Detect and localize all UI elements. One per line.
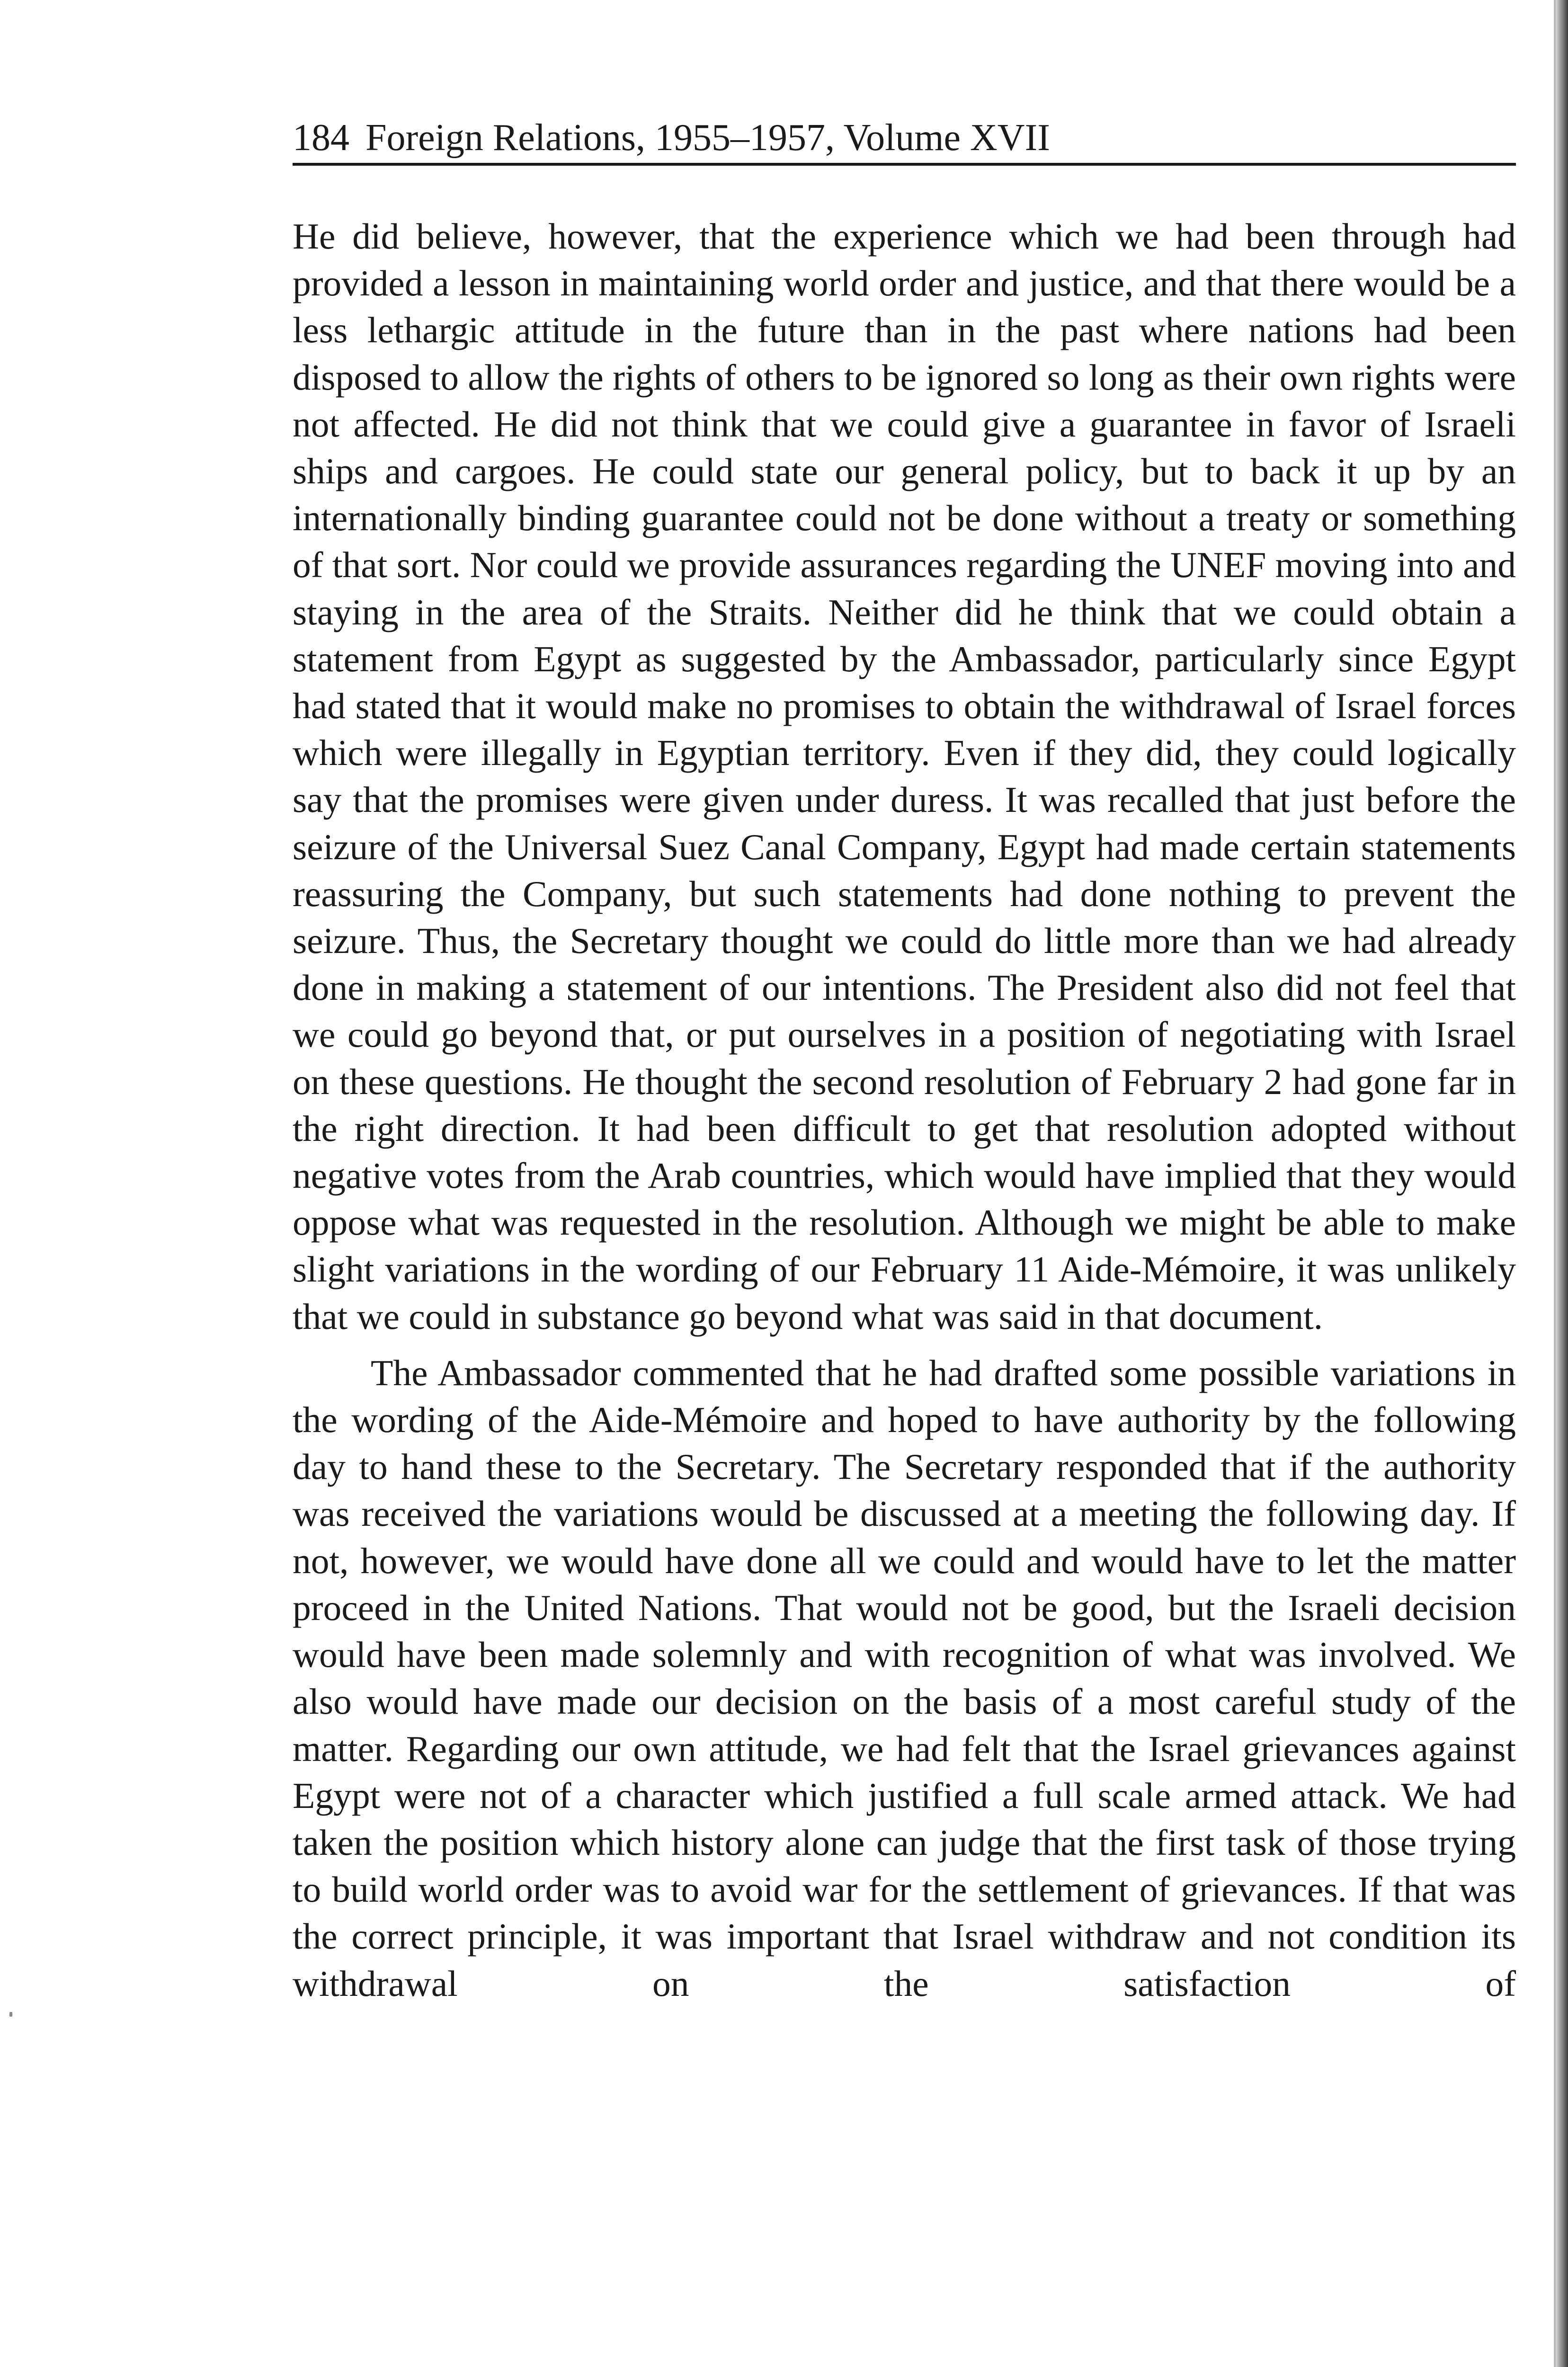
- scan-speck: [9, 2012, 12, 2017]
- running-header: [293, 109, 1516, 166]
- page-number: 184: [293, 117, 349, 159]
- paragraph: He did believe, however, that the experience which we had been through had provided a lesson in maintaining world order and justice, and that there would be a less lethargic attitude in the future than in the past where nations had been disposed to allow the rights of others to be ignored so long as their own rights were not affected. He did not think that we could give a guarantee in favor of Israeli ships and cargoes. He could state our general policy, but to back it up by an internationally binding guarantee could not be done without a treaty or something of that sort. Nor could we provide assurances regarding the UNEF moving into and staying in the area of the Straits. Neither did he think that we could obtain a statement from Egypt as suggested by the Ambassador, particularly since Egypt had stated that it would make no promises to obtain the withdrawal of Israel forces which were illegally in Egyptian territory. Even if they did, they could logically say that the promises were given under duress. It was recalled that just before the seizure of the Universal Suez Canal Company, Egypt had made certain statements reassuring the Company, but such statements had done nothing to prevent the seizure. Thus, the Secretary thought we could do little more than we had already done in making a statement of our intentions. The President also did not feel that we could go beyond that, or put ourselves in a position of negotiating with Israel on these questions. He thought the second resolution of February 2 had gone far in the right direction. It had been difficult to get that resolution adopted without negative votes from the Arab countries, which would have implied that they would oppose what was requested in the resolution. Although we might be able to make slight variations in the wording of our February 11 Aide-Mémoire, it was unlikely that we could in substance go beyond what was said in that document.: [293, 216, 1516, 1337]
- page-edge-shadow: [1556, 0, 1568, 2367]
- body-text: [293, 213, 1516, 2007]
- header-text: [293, 116, 1050, 159]
- running-title: Foreign Relations, 1955–1957, Volume XVII: [365, 117, 1050, 159]
- paragraph: The Ambassador commented that he had drafted some possible variations in the wording of the Aide-Mémoire and hoped to have authority by the following day to hand these to the Secretary. The Secretary responded that if the authority was received the variations would be discussed at a meeting the following day. If not, however, we would have done all we could and would have to let the matter proceed in the United Nations. That would not be good, but the Israeli decision would have been made solemnly and with recognition of what was involved. We also would have made our decision on the basis of a most careful study of the matter. Regarding our own attitude, we had felt that the Israel grievances against Egypt were not of a character which justified a full scale armed attack. We had taken the position which history alone can judge that the first task of those trying to build world order was to avoid war for the settlement of grievances. If that was the correct principle, it was important that Israel withdraw and not condition its withdrawal on the satisfaction of: [293, 1352, 1516, 2004]
